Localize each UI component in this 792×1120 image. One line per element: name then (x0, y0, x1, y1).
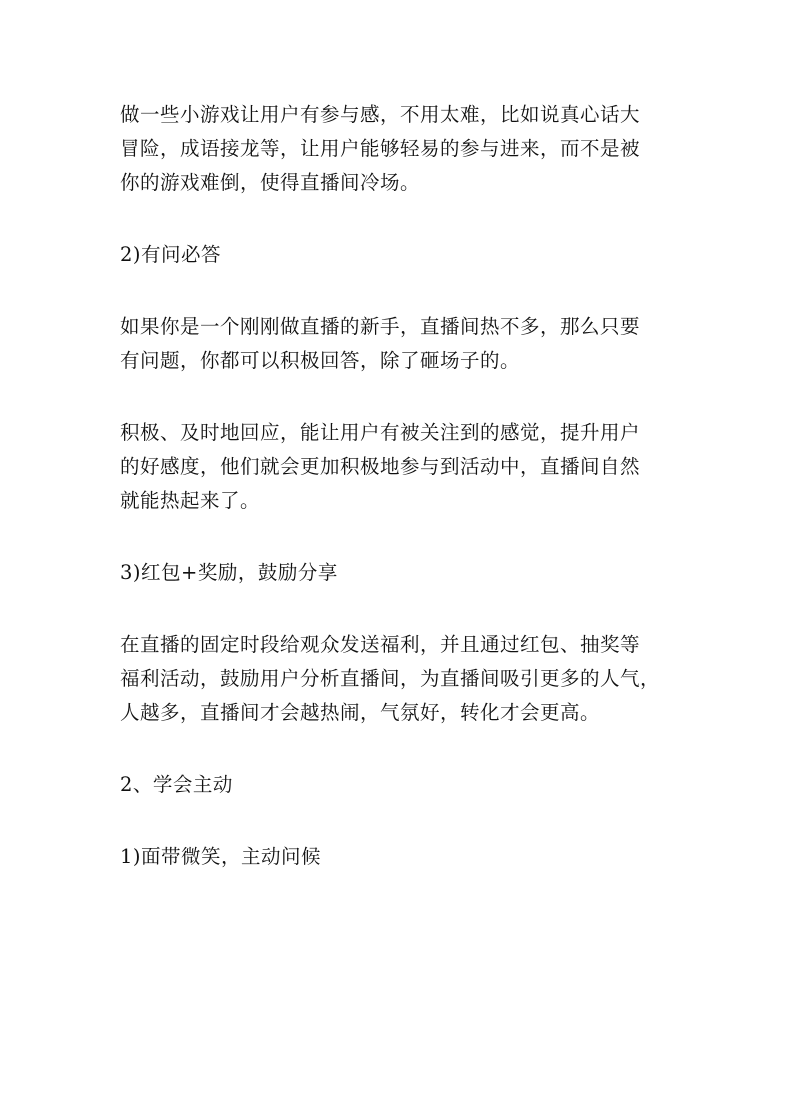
text-line: 积极、及时地回应，能让用户有被关注到的感觉，提升用户 (120, 421, 641, 444)
heading-text: 3)红包+奖励，鼓励分享 (120, 561, 338, 584)
paragraph-answer-questions (120, 310, 680, 378)
text-line: 在直播的固定时段给观众发送福利，并且通过红包、抽奖等 (120, 633, 641, 656)
section-heading-answer-questions (120, 238, 680, 272)
paragraph-red-packets (120, 628, 680, 730)
heading-text: 1)面带微笑，主动问候 (120, 845, 322, 868)
text-line: 如果你是一个刚刚做直播的新手，直播间热不多，那么只要 (120, 315, 641, 338)
paragraph-mini-games (120, 98, 680, 200)
section-heading-be-proactive (120, 768, 680, 802)
text-line: 人越多，直播间才会越热闹，气氛好，转化才会更高。 (120, 701, 601, 724)
document-body (120, 98, 680, 874)
text-line: 福利活动，鼓励用户分析直播间，为直播间吸引更多的人气， (120, 667, 661, 690)
paragraph-timely-response (120, 416, 680, 518)
text-line: 你的游戏难倒，使得直播间冷场。 (120, 171, 421, 194)
text-line: 就能热起来了。 (120, 489, 261, 512)
heading-text: 2)有问必答 (120, 243, 222, 266)
section-heading-smile-greet (120, 840, 680, 874)
text-line: 有问题，你都可以积极回答，除了砸场子的。 (120, 349, 521, 372)
text-line: 冒险，成语接龙等，让用户能够轻易的参与进来，而不是被 (120, 137, 641, 160)
text-line: 做一些小游戏让用户有参与感，不用太难，比如说真心话大 (120, 103, 641, 126)
text-line: 的好感度，他们就会更加积极地参与到活动中，直播间自然 (120, 455, 641, 478)
heading-text: 2、学会主动 (120, 773, 233, 796)
section-heading-red-packets (120, 556, 680, 590)
